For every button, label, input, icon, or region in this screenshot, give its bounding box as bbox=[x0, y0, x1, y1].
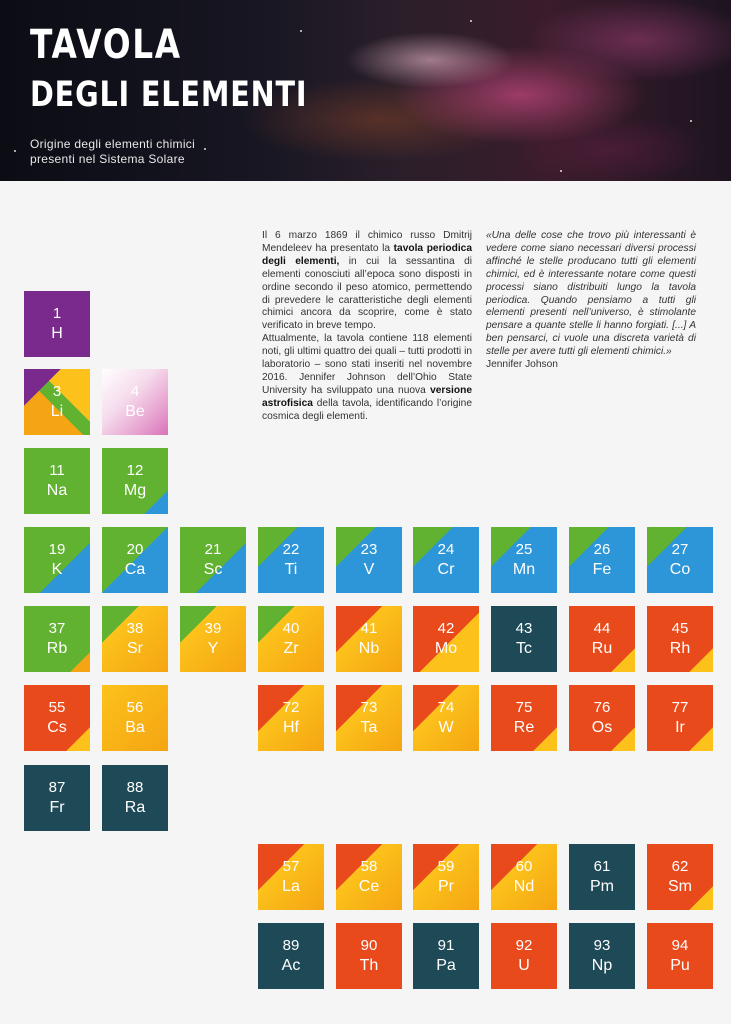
element-number: 73 bbox=[360, 699, 378, 716]
element-number: 87 bbox=[48, 779, 66, 796]
element-tile-ce bbox=[336, 844, 402, 910]
star-dot bbox=[14, 150, 16, 152]
element-number: 41 bbox=[360, 620, 378, 637]
element-tile-sc bbox=[180, 527, 246, 593]
element-symbol: Fe bbox=[592, 561, 612, 578]
element-number: 1 bbox=[52, 305, 62, 322]
element-tile-k bbox=[24, 527, 90, 593]
element-tile-zr bbox=[258, 606, 324, 672]
element-number: 22 bbox=[282, 541, 300, 558]
element-symbol: Ru bbox=[591, 640, 613, 657]
element-symbol: Ba bbox=[125, 719, 145, 736]
element-tile-sm bbox=[647, 844, 713, 910]
element-number: 42 bbox=[437, 620, 455, 637]
element-symbol: Y bbox=[207, 640, 219, 657]
element-tile-fe bbox=[569, 527, 635, 593]
element-symbol: Mo bbox=[434, 640, 458, 657]
element-tile-cs bbox=[24, 685, 90, 751]
element-number: 94 bbox=[671, 937, 689, 954]
element-symbol: Mn bbox=[512, 561, 536, 578]
element-symbol: Np bbox=[591, 957, 613, 974]
element-tile-tc bbox=[491, 606, 557, 672]
element-tile-ca bbox=[102, 527, 168, 593]
star-dot bbox=[560, 170, 562, 172]
element-number: 23 bbox=[360, 541, 378, 558]
element-number: 75 bbox=[515, 699, 533, 716]
element-symbol: Rh bbox=[669, 640, 691, 657]
intro-p1-text: Il 6 marzo 1869 il chimico russo Dmitrij Mendeleev ha presentato la bbox=[262, 230, 472, 254]
element-number: 27 bbox=[671, 541, 689, 558]
element-symbol: Pu bbox=[670, 957, 690, 974]
element-tile-ta bbox=[336, 685, 402, 751]
element-number: 20 bbox=[126, 541, 144, 558]
element-symbol: Pm bbox=[590, 878, 614, 895]
intro-text bbox=[262, 230, 472, 424]
element-number: 62 bbox=[671, 858, 689, 875]
element-tile-li bbox=[24, 369, 90, 435]
element-symbol: Cs bbox=[47, 719, 67, 736]
element-number: 89 bbox=[282, 937, 300, 954]
element-number: 4 bbox=[130, 383, 140, 400]
element-tile-ru bbox=[569, 606, 635, 672]
element-tile-pm bbox=[569, 844, 635, 910]
element-number: 58 bbox=[360, 858, 378, 875]
element-symbol: Th bbox=[359, 957, 379, 974]
element-symbol: Na bbox=[46, 482, 68, 499]
element-number: 77 bbox=[671, 699, 689, 716]
element-tile-pu bbox=[647, 923, 713, 989]
element-tile-np bbox=[569, 923, 635, 989]
element-number: 12 bbox=[126, 462, 144, 479]
element-tile-pa bbox=[413, 923, 479, 989]
element-number: 3 bbox=[52, 383, 62, 400]
intro-p2-rest: della tavola, identificando l’origine cosmica degli elementi. bbox=[262, 397, 472, 422]
element-symbol: Ti bbox=[284, 561, 298, 578]
element-number: 24 bbox=[437, 541, 455, 558]
element-tile-fr bbox=[24, 765, 90, 831]
element-symbol: Cr bbox=[437, 561, 455, 578]
element-symbol: K bbox=[51, 561, 63, 578]
element-symbol: V bbox=[363, 561, 375, 578]
element-symbol: H bbox=[51, 325, 63, 342]
element-tile-ir bbox=[647, 685, 713, 751]
subtitle: Origine degli elementi chimici presenti nel Sistema Solare bbox=[30, 137, 196, 166]
quote-text: «Una delle cose che trovo più interessanti è vedere come siano necessari diversi processi affinché le stelle producano tutti gli elementi chimici, ed è interessante notare come questi processi siano distribuiti lungo la tavola periodica. Quando pensiamo a tutti gli elementi presenti nell’universo, è stimolante pensare a quante stelle li hanno forgiati. [...] A ben pensarci, ci vuole una discreta varietà di stelle per avere tutti gli elementi chimici.» bbox=[486, 230, 696, 358]
element-number: 19 bbox=[48, 541, 66, 558]
element-number: 26 bbox=[593, 541, 611, 558]
title-line-1: TAVOLA bbox=[30, 22, 182, 68]
element-tile-rb bbox=[24, 606, 90, 672]
element-symbol: Fr bbox=[49, 799, 65, 816]
element-number: 43 bbox=[515, 620, 533, 637]
star-dot bbox=[300, 30, 302, 32]
element-symbol: Ra bbox=[124, 799, 146, 816]
element-tile-cr bbox=[413, 527, 479, 593]
element-tile-pr bbox=[413, 844, 479, 910]
element-tile-la bbox=[258, 844, 324, 910]
element-number: 21 bbox=[204, 541, 222, 558]
element-tile-u bbox=[491, 923, 557, 989]
element-symbol: Tc bbox=[516, 640, 532, 657]
element-symbol: Be bbox=[125, 403, 145, 420]
element-symbol: Ta bbox=[360, 719, 378, 736]
element-symbol: Ca bbox=[124, 561, 146, 578]
element-number: 37 bbox=[48, 620, 66, 637]
element-symbol: Sm bbox=[668, 878, 692, 895]
intro-paragraph-1 bbox=[262, 230, 472, 333]
element-tile-h bbox=[24, 291, 90, 357]
element-symbol: Ac bbox=[281, 957, 301, 974]
element-number: 39 bbox=[204, 620, 222, 637]
element-symbol: La bbox=[282, 878, 300, 895]
element-number: 25 bbox=[515, 541, 533, 558]
element-symbol: Mg bbox=[123, 482, 147, 499]
intro-p1-bold: tavola periodica degli elementi, bbox=[262, 242, 472, 267]
element-number: 11 bbox=[49, 462, 65, 479]
element-symbol: Li bbox=[50, 403, 64, 420]
element-symbol: Os bbox=[591, 719, 613, 736]
element-tile-v bbox=[336, 527, 402, 593]
element-symbol: Re bbox=[513, 719, 535, 736]
element-number: 56 bbox=[126, 699, 144, 716]
element-number: 55 bbox=[48, 699, 66, 716]
intro-p2-text: Attualmente, la tavola contiene 118 elementi noti, gli ultimi quattro dei quali – tutti prodotti in laboratorio – sono stati inseriti nel novembre 2016. Jennifer Johnson dell’Ohio State University ha sviluppato una nuova bbox=[262, 333, 472, 396]
element-tile-sr bbox=[102, 606, 168, 672]
element-number: 93 bbox=[593, 937, 611, 954]
element-tile-hf bbox=[258, 685, 324, 751]
element-symbol: Pr bbox=[438, 878, 454, 895]
intro-p1-rest: in cui la sessantina di elementi conosciuti all’epoca sono disposti in ordine secondo il peso atomico, permettendo di prevedere le caratteristiche degli elementi chimici ancora da scoprire, come è stato verificato in breve tempo. bbox=[262, 255, 472, 332]
element-tile-be bbox=[102, 369, 168, 435]
element-symbol: Pa bbox=[436, 957, 456, 974]
intro-p2-bold: versione astrofisica bbox=[262, 384, 472, 409]
element-number: 90 bbox=[360, 937, 378, 954]
element-tile-mo bbox=[413, 606, 479, 672]
element-number: 57 bbox=[282, 858, 300, 875]
element-number: 72 bbox=[282, 699, 300, 716]
element-number: 40 bbox=[282, 620, 300, 637]
element-tile-ra bbox=[102, 765, 168, 831]
element-number: 59 bbox=[437, 858, 455, 875]
element-symbol: Co bbox=[669, 561, 691, 578]
element-tile-th bbox=[336, 923, 402, 989]
element-number: 76 bbox=[593, 699, 611, 716]
element-tile-ba bbox=[102, 685, 168, 751]
element-number: 44 bbox=[593, 620, 611, 637]
intro-paragraph-2 bbox=[262, 333, 472, 423]
star-dot bbox=[470, 20, 472, 22]
hero-banner bbox=[0, 0, 731, 181]
title-line-2: DEGLI ELEMENTI bbox=[30, 75, 308, 115]
element-tile-y bbox=[180, 606, 246, 672]
element-tile-w bbox=[413, 685, 479, 751]
element-tile-re bbox=[491, 685, 557, 751]
element-symbol: Ir bbox=[675, 719, 685, 736]
element-tile-ti bbox=[258, 527, 324, 593]
element-number: 60 bbox=[515, 858, 533, 875]
element-tile-co bbox=[647, 527, 713, 593]
element-tile-na bbox=[24, 448, 90, 514]
element-symbol: Sc bbox=[203, 561, 223, 578]
quote-author: Jennifer Johson bbox=[486, 359, 558, 371]
quote-block bbox=[486, 230, 696, 372]
star-dot bbox=[690, 120, 692, 122]
element-symbol: Zr bbox=[283, 640, 299, 657]
element-tile-mg bbox=[102, 448, 168, 514]
element-number: 74 bbox=[437, 699, 455, 716]
element-symbol: Hf bbox=[283, 719, 299, 736]
element-number: 92 bbox=[515, 937, 533, 954]
element-number: 61 bbox=[593, 858, 611, 875]
element-number: 45 bbox=[671, 620, 689, 637]
element-tile-rh bbox=[647, 606, 713, 672]
element-symbol: Ce bbox=[358, 878, 380, 895]
element-symbol: Rb bbox=[46, 640, 68, 657]
element-symbol: Nb bbox=[358, 640, 380, 657]
element-symbol: Sr bbox=[127, 640, 143, 657]
element-tile-nb bbox=[336, 606, 402, 672]
element-number: 91 bbox=[437, 937, 455, 954]
element-tile-os bbox=[569, 685, 635, 751]
element-number: 38 bbox=[126, 620, 144, 637]
element-symbol: Nd bbox=[513, 878, 535, 895]
element-tile-nd bbox=[491, 844, 557, 910]
element-number: 88 bbox=[126, 779, 144, 796]
element-symbol: U bbox=[518, 957, 530, 974]
element-tile-mn bbox=[491, 527, 557, 593]
element-symbol: W bbox=[438, 719, 454, 736]
element-tile-ac bbox=[258, 923, 324, 989]
